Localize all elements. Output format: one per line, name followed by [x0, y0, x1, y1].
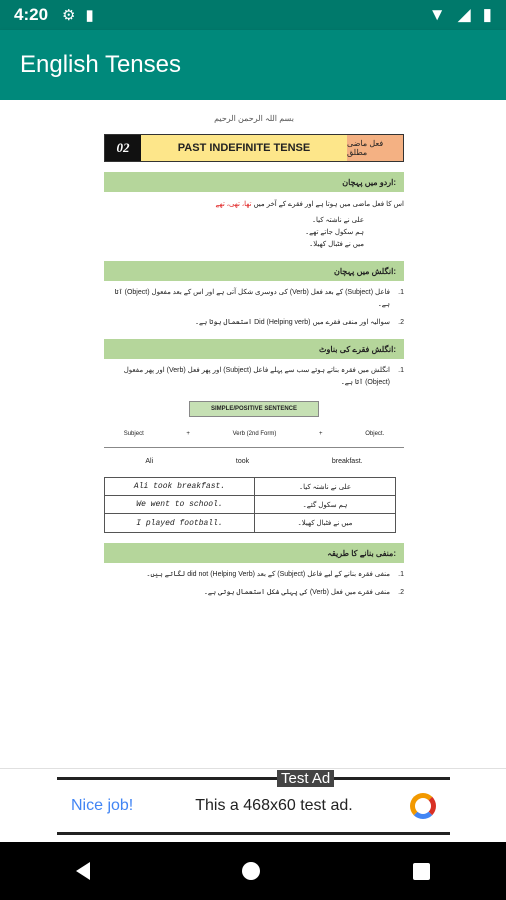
- status-bar: [0, 0, 506, 30]
- settings-icon: ⚙: [62, 7, 76, 24]
- ad-logo-icon[interactable]: [410, 793, 436, 819]
- ad-text: This a 468x60 test ad.: [195, 797, 353, 814]
- example-list: [104, 215, 404, 251]
- section-heading: انگلش فقرے کی بناوٹ:: [104, 339, 404, 359]
- navigation-bar: [0, 842, 506, 900]
- chapter-number: 02: [105, 135, 141, 161]
- ad-banner[interactable]: [0, 768, 506, 842]
- paragraph-number: .2: [398, 589, 404, 596]
- chapter-title-urdu: فعل ماضی مطلق: [347, 135, 403, 161]
- examples-table: [104, 477, 396, 533]
- table-row: [105, 478, 395, 496]
- home-icon[interactable]: [242, 862, 260, 880]
- formula-plus: +: [186, 431, 190, 437]
- battery-icon: ▮: [482, 5, 492, 24]
- formula-part: Subject: [123, 431, 144, 437]
- numbered-paragraph: [104, 317, 404, 329]
- paragraph-text: سوالیہ اور منفی فقرے میں Did (Helping verb) استعمال ہوتا ہے۔: [194, 319, 390, 326]
- app-bar: [0, 30, 506, 100]
- ad-content[interactable]: [57, 770, 450, 835]
- back-icon[interactable]: [76, 862, 90, 880]
- wifi-icon: ▼: [428, 5, 446, 24]
- paragraph-text: فاعل (Subject) کے بعد فعل (Verb) کی دوسری شکل آتی ہے اور اس کے بعد مفعول (Object) آتا ہے۔: [114, 289, 390, 308]
- numbered-paragraph: [104, 569, 404, 581]
- section-heading: اردو میں پہچان:: [104, 172, 404, 192]
- formula-plus: +: [319, 431, 323, 437]
- table-cell-urdu: میں نے فٹبال کھیلا۔: [297, 520, 353, 527]
- list-item: ہم سکول جاتے تھے۔: [305, 229, 364, 236]
- table-cell-english: We went to school.: [105, 496, 255, 513]
- divider: [104, 447, 404, 448]
- document-viewer[interactable]: [0, 100, 506, 768]
- table-cell-english: Ali took breakfast.: [105, 478, 255, 495]
- paragraph-number: .1: [398, 367, 404, 374]
- sentence-formula: [104, 431, 404, 437]
- paragraph-number: .1: [398, 289, 404, 296]
- recents-icon[interactable]: [413, 863, 430, 880]
- paragraph-text: انگلش میں فقرہ بناتے ہوئے سب سے پہلے فاعل (Subject) اور پھر فعل (Verb) اور پھر مفعول (Object) آتا ہے۔: [123, 367, 390, 386]
- example-breakdown: [104, 458, 404, 465]
- example-word: took: [235, 458, 250, 465]
- table-cell-urdu: علی نے ناشتہ کیا۔: [298, 483, 352, 491]
- ad-label: Test Ad: [277, 770, 334, 787]
- paragraph-text: منفی فقرے میں فعل (Verb) کی پہلی شکل استعمال ہوتی ہے۔: [203, 589, 390, 596]
- sd-card-icon: ▮: [85, 7, 94, 24]
- numbered-paragraph: [104, 587, 404, 599]
- example-word: Ali: [145, 458, 154, 465]
- paragraph-number: .2: [398, 319, 404, 326]
- table-cell-urdu: ہم سکول گئے۔: [302, 501, 348, 509]
- chapter-title: PAST INDEFINITE TENSE: [141, 135, 347, 161]
- chapter-header: [104, 134, 404, 162]
- formula-part: Object.: [365, 431, 385, 437]
- numbered-paragraph: [104, 365, 404, 389]
- status-time: 4:20: [14, 5, 49, 24]
- document-page: [104, 114, 404, 599]
- cellular-icon: ◢: [457, 5, 471, 24]
- numbered-paragraph: [104, 287, 404, 311]
- paragraph-number: .1: [398, 571, 404, 578]
- table-cell-english: I played football.: [105, 514, 255, 532]
- bismillah: بسم اللہ الرحمن الرحیم: [214, 114, 294, 123]
- paragraph: [104, 198, 404, 211]
- paragraph-text: اس کا فعل ماضی میں ہوتا ہے اور فقرے کے آخر میں: [253, 201, 404, 208]
- simple-sentence-label: SIMPLE/POSITIVE SENTENCE: [189, 401, 319, 417]
- table-row: [105, 514, 395, 532]
- table-row: [105, 496, 395, 514]
- highlight-text: تھا، تھی، تھے: [215, 201, 252, 208]
- app-title: English Tenses: [20, 51, 181, 78]
- section-heading: انگلش میں پہچان:: [104, 261, 404, 281]
- example-word: breakfast.: [331, 458, 363, 465]
- list-item: میں نے فٹبال کھیلا۔: [309, 241, 364, 248]
- list-item: علی نے ناشتہ کیا۔: [311, 217, 364, 224]
- formula-part: Verb (2nd Form): [232, 431, 277, 437]
- ad-nice-text: Nice job!: [71, 797, 134, 814]
- paragraph-text: منفی فقرہ بنانے کے لیے فاعل (Subject) کے بعد did not (Helping Verb) لگاتے ہیں۔: [146, 571, 390, 578]
- section-heading: منفی بنانے کا طریقہ:: [104, 543, 404, 563]
